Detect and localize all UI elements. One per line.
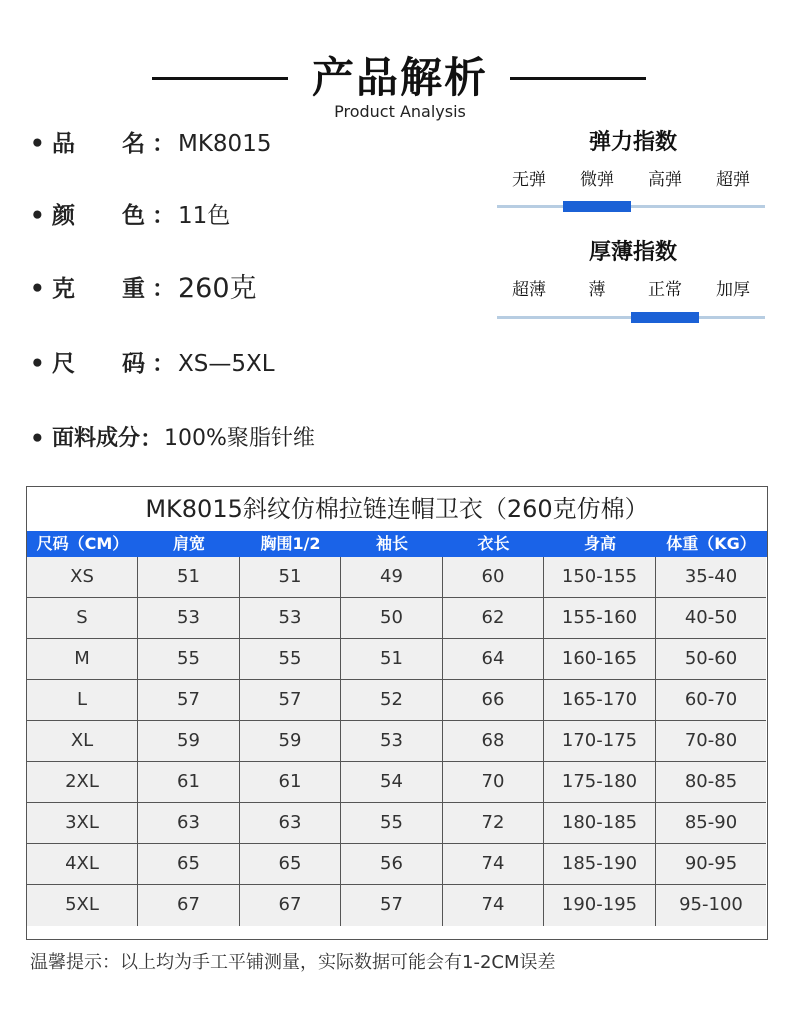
table-cell: 57 <box>138 680 240 721</box>
bullet-icon: • <box>30 426 45 452</box>
elasticity-indicator <box>563 201 631 212</box>
bullet-icon: • <box>30 203 45 229</box>
spec-colon: ： <box>140 426 163 452</box>
spec-value: 11色 <box>178 203 231 229</box>
table-cell: 72 <box>443 803 544 844</box>
table-cell: 63 <box>138 803 240 844</box>
table-header-cell: 袖长 <box>375 534 408 553</box>
table-cell: 80-85 <box>656 762 766 803</box>
table-cell: 185-190 <box>544 844 656 885</box>
bullet-icon: • <box>30 276 45 302</box>
table-cell: 90-95 <box>656 844 766 885</box>
table-cell: 61 <box>138 762 240 803</box>
table-cell: 54 <box>341 762 443 803</box>
table-cell: 170-175 <box>544 721 656 762</box>
spec-label: 面料成分 <box>52 426 141 451</box>
table-cell: S <box>27 598 138 639</box>
bullet-icon: • <box>30 351 45 377</box>
table-header-cell: 衣长 <box>477 534 510 553</box>
spec-value: XS—5XL <box>178 351 275 377</box>
elasticity-level: 高弹 <box>648 170 682 190</box>
table-cell: 52 <box>341 680 443 721</box>
table-row <box>27 762 767 803</box>
table-cell: 64 <box>443 639 544 680</box>
table-cell: 63 <box>240 803 341 844</box>
table-cell: 53 <box>240 598 341 639</box>
elasticity-level: 无弹 <box>512 170 546 190</box>
spec-value: 100%聚脂针维 <box>164 426 315 451</box>
elasticity-level: 微弹 <box>580 170 614 190</box>
thickness-level: 加厚 <box>716 280 750 300</box>
table-cell: 150-155 <box>544 557 656 598</box>
table-row <box>27 803 767 844</box>
spec-label-part2: 码 <box>122 351 145 377</box>
size-table <box>26 486 768 940</box>
table-cell: 60-70 <box>656 680 766 721</box>
table-cell: 57 <box>341 885 443 926</box>
table-cell: 50 <box>341 598 443 639</box>
table-header-row <box>27 531 767 557</box>
table-header-cell: 胸围1/2 <box>260 534 321 553</box>
table-cell: 175-180 <box>544 762 656 803</box>
thickness-levels <box>495 278 767 302</box>
table-cell: 65 <box>138 844 240 885</box>
table-cell: 4XL <box>27 844 138 885</box>
table-cell: 160-165 <box>544 639 656 680</box>
table-cell: 66 <box>443 680 544 721</box>
table-cell: 62 <box>443 598 544 639</box>
spec-colon: ： <box>152 351 175 377</box>
table-cell: 55 <box>341 803 443 844</box>
spec-value: MK8015 <box>178 131 272 157</box>
table-cell: 74 <box>443 885 544 926</box>
table-cell: M <box>27 639 138 680</box>
table-row <box>27 598 767 639</box>
spec-label-part1: 克 <box>52 276 75 302</box>
table-cell: 67 <box>138 885 240 926</box>
spec-value: 260克 <box>178 273 257 304</box>
table-cell: 56 <box>341 844 443 885</box>
table-cell: 49 <box>341 557 443 598</box>
elasticity-levels <box>495 168 767 192</box>
table-cell: 5XL <box>27 885 138 926</box>
table-cell: 190-195 <box>544 885 656 926</box>
table-cell: XS <box>27 557 138 598</box>
table-header-cell: 肩宽 <box>172 534 205 553</box>
table-row <box>27 844 767 885</box>
table-cell: 59 <box>240 721 341 762</box>
table-cell: 65 <box>240 844 341 885</box>
page-subtitle: Product Analysis <box>334 102 466 121</box>
table-cell: 70-80 <box>656 721 766 762</box>
spec-colon: ： <box>152 203 175 229</box>
table-cell: 3XL <box>27 803 138 844</box>
spec-colon: ： <box>152 276 175 302</box>
spec-label-part1: 品 <box>52 131 75 157</box>
spec-label-part2: 重 <box>122 276 145 302</box>
bullet-icon: • <box>30 131 45 157</box>
header-right-rule <box>510 77 646 80</box>
thickness-level: 超薄 <box>512 280 546 300</box>
table-cell: 40-50 <box>656 598 766 639</box>
spec-label-part2: 色 <box>122 203 145 229</box>
table-row <box>27 680 767 721</box>
table-cell: 61 <box>240 762 341 803</box>
header-left-rule <box>152 77 288 80</box>
thickness-level: 薄 <box>588 280 606 300</box>
table-cell: 60 <box>443 557 544 598</box>
table-cell: 35-40 <box>656 557 766 598</box>
table-cell: 50-60 <box>656 639 766 680</box>
table-cell: 59 <box>138 721 240 762</box>
table-row <box>27 639 767 680</box>
table-cell: 55 <box>138 639 240 680</box>
table-cell: 53 <box>138 598 240 639</box>
table-cell: 67 <box>240 885 341 926</box>
table-row <box>27 885 767 926</box>
table-header-cell: 体重（KG） <box>666 534 756 553</box>
table-header-cell: 身高 <box>583 534 616 553</box>
table-cell: 51 <box>138 557 240 598</box>
table-cell: 57 <box>240 680 341 721</box>
thickness-title: 厚薄指数 <box>588 240 677 265</box>
table-header-cell: 尺码（CM） <box>36 534 129 553</box>
table-cell: 53 <box>341 721 443 762</box>
spec-label-part1: 尺 <box>52 351 75 377</box>
elasticity-level: 超弹 <box>716 170 750 190</box>
table-cell: 155-160 <box>544 598 656 639</box>
table-cell: 85-90 <box>656 803 766 844</box>
table-cell: 70 <box>443 762 544 803</box>
spec-label-part2: 名 <box>122 131 145 157</box>
spec-colon: ： <box>152 131 175 157</box>
elasticity-track <box>497 205 765 208</box>
table-title: MK8015斜纹仿棉拉链连帽卫衣（260克仿棉） <box>145 495 649 523</box>
table-cell: 51 <box>341 639 443 680</box>
table-row <box>27 721 767 762</box>
table-cell: 51 <box>240 557 341 598</box>
table-cell: 74 <box>443 844 544 885</box>
thickness-level: 正常 <box>648 280 682 300</box>
spec-label-part1: 颜 <box>52 203 75 229</box>
measurement-note: 温馨提示：以上均为手工平铺测量，实际数据可能会有1-2CM误差 <box>30 952 556 973</box>
thickness-indicator <box>631 312 699 323</box>
table-cell: 180-185 <box>544 803 656 844</box>
table-cell: XL <box>27 721 138 762</box>
elasticity-title: 弹力指数 <box>588 130 677 155</box>
table-cell: 2XL <box>27 762 138 803</box>
table-cell: 55 <box>240 639 341 680</box>
table-cell: 165-170 <box>544 680 656 721</box>
table-cell: 68 <box>443 721 544 762</box>
table-cell: 95-100 <box>656 885 766 926</box>
table-row <box>27 557 767 598</box>
table-cell: L <box>27 680 138 721</box>
page-title: 产品解析 <box>311 53 488 102</box>
